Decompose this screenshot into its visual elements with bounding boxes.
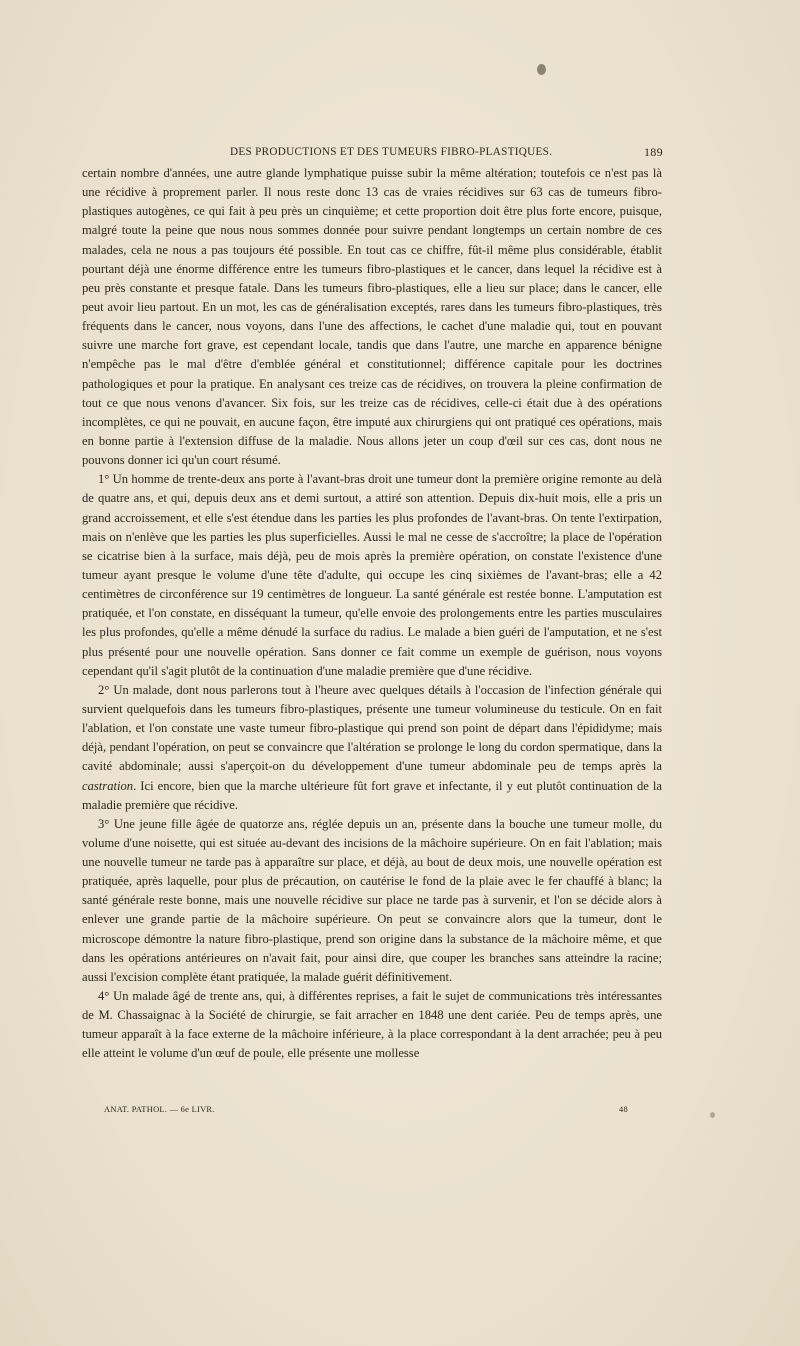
paragraph-case-3: 3° Une jeune fille âgée de quatorze ans, réglée depuis un an, présente dans la bouche une tumeur molle, du volume d'une noisette, qui est située au-devant des incisions de la mâchoire supérieure. On en fait l'ablation; mais une nouvelle tumeur ne tarde pas à apparaître sur place, et déjà, au bout de deux mois, une nouvelle opération est pratiquée, après laquelle, pour plus de précaution, on cautérise le fond de la plaie avec le fer chauffé à blanc; la santé générale reste bonne, mais une nouvelle récidive sur place ne tarde pas à survenir, et l'on se décide alors à enlever une grande partie de la mâchoire supérieure. On peut se convaincre alors que la tumeur, dont le microscope démontre la nature fibro-plastique, prend son origine dans la substance de la mâchoire même, et que dans les opérations antérieures on n'avait fait, pour ainsi dire, que couper les branches sans atteindre la racine; aussi l'excision complète étant pratiquée, la malade guérit définitivement. — [82, 816, 662, 984]
body-text — [82, 164, 662, 1064]
signature-mark: ANAT. PATHOL. — 6e LIVR. — [104, 1105, 215, 1114]
paragraph-case-4: 4° Un malade âgé de trente ans, qui, à différentes reprises, a fait le sujet de communications très intéressantes de M. Chassaignac à la Société de chirurgie, se fait arracher en 1848 une dent cariée. Peu de temps après, une tumeur apparaît à la face externe de la mâchoire inférieure, à la place correspondant à la dent arrachée; peu à peu elle atteint le volume d'un œuf de poule, elle présente une mollesse — [82, 989, 662, 1061]
sheet-number: 48 — [619, 1105, 628, 1114]
paragraph-case-1: 1° Un homme de trente-deux ans porte à l'avant-bras droit une tumeur dont la première origine remonte au delà de quatre ans, et qui, depuis deux ans et demi surtout, a attiré son attention. Depuis dix-huit mois, elle a pris un grand accroissement, et elle s'est étendue dans les parties les plus profondes de l'avant-bras. On tente l'extirpation, mais on n'enlève que les parties les plus superficielles. Aussi le mal ne cesse de s'accroître; la place de l'opération se cicatrise bien à la surface, mais déjà, peu de mois après la première opération, on constate l'existence d'une tumeur ayant presque le volume d'une tête d'adulte, qui occupe les cinq sixièmes de l'avant-bras; elle a 42 centimètres de circonférence sur 19 centimètres de longueur. La santé générale est restée bonne. L'amputation est pratiquée, et l'on constate, en disséquant la tumeur, qu'elle envoie des prolongements entre les parties musculaires les plus profondes, qu'elle a même dénudé la surface du radius. Le malade a bien guéri de l'amputation, et ne s'est plus présenté pour une nouvelle opération. Sans donner ce fait comme un exemple de guérison, nous voyons cependant qu'il s'agit plutôt de la continuation d'une maladie première que d'une récidive. — [82, 472, 662, 678]
page-number: 189 — [644, 145, 663, 159]
page-footer — [104, 1105, 628, 1114]
paragraph-case-2-tail: . Ici encore, bien que la marche ultérieure fût fort grave et infectante, il y eut plutôt continuation de la maladie première que récidive. — [82, 778, 662, 812]
running-title: DES PRODUCTIONS ET DES TUMEURS FIBRO-PLASTIQUES. — [230, 146, 553, 158]
ink-spot-margin — [710, 1112, 715, 1118]
paragraph-case-2 — [82, 681, 662, 815]
italic-term: castration — [82, 778, 134, 793]
paragraph-1: certain nombre d'années, une autre glande lymphatique puisse subir la même altération; toutefois ce n'est pas là une récidive à proprement parler. Il nous reste donc 13 cas de vraies récidives sur 63 cas de tumeurs fibro-plastiques autogènes, ce qui fait à peu près un cinquième; et cette proportion doit être plus forte encore, puisque, malgré toute la peine que nous nous sommes donnée pour suivre pendant longtemps un certain nombre de ces malades, cela ne nous a pas toujours été possible. En tout cas ce chiffre, fût-il même plus considérable, établit pourtant déjà une énorme différence entre les tumeurs fibro-plastiques et le cancer, dans lequel la récidive est à peu près constante et presque fatale. Dans les tumeurs fibro-plastiques, elle a lieu sur place; dans le cancer, elle peut avoir lieu partout. En un mot, les cas de généralisation exceptés, rares dans les tumeurs fibro-plastiques, très fréquents dans le cancer, nous voyons, dans l'une des affections, le cachet d'une maladie qui, tout en pouvant suivre une marche fort grave, est cependant locale, tandis que dans l'autre, une marche en apparence bénigne n'empêche pas le mal d'être d'emblée général et constitutionnel; différence capitale pour les doctrines pathologiques et pour la pratique. En analysant ces treize cas de récidives, on trouvera la pleine confirmation de tout ce que nous venons d'avancer. Six fois, sur les treize cas de récidives, celle-ci était due à des opérations incomplètes, ce qui ne pouvait, en aucune façon, être imputé aux chirurgiens qui ont pratiqué ces opérations, mais en bonne partie à l'extension diffuse de la maladie. Nous allons jeter un coup d'œil sur ces cas, dont nous ne pouvons donner ici qu'un court résumé. — [82, 166, 662, 468]
ink-spot — [537, 64, 546, 75]
paragraph-case-2-lead: 2° Un malade, dont nous parlerons tout à l'heure avec quelques détails à l'occasion de l'infection générale qui survient quelquefois dans les tumeurs fibro-plastiques, présente une tumeur volumineuse du testicule. On en fait l'ablation, et l'on constate une vaste tumeur fibro-plastique qui prend son point de départ dans l'épididyme; mais déjà, pendant l'opération, on peut se convaincre que l'altération se prolonge le long du cordon spermatique, dans la cavité abdominale; aussi s'aperçoit-on du développement d'une tumeur abdominale peu de temps après la — [82, 682, 662, 774]
